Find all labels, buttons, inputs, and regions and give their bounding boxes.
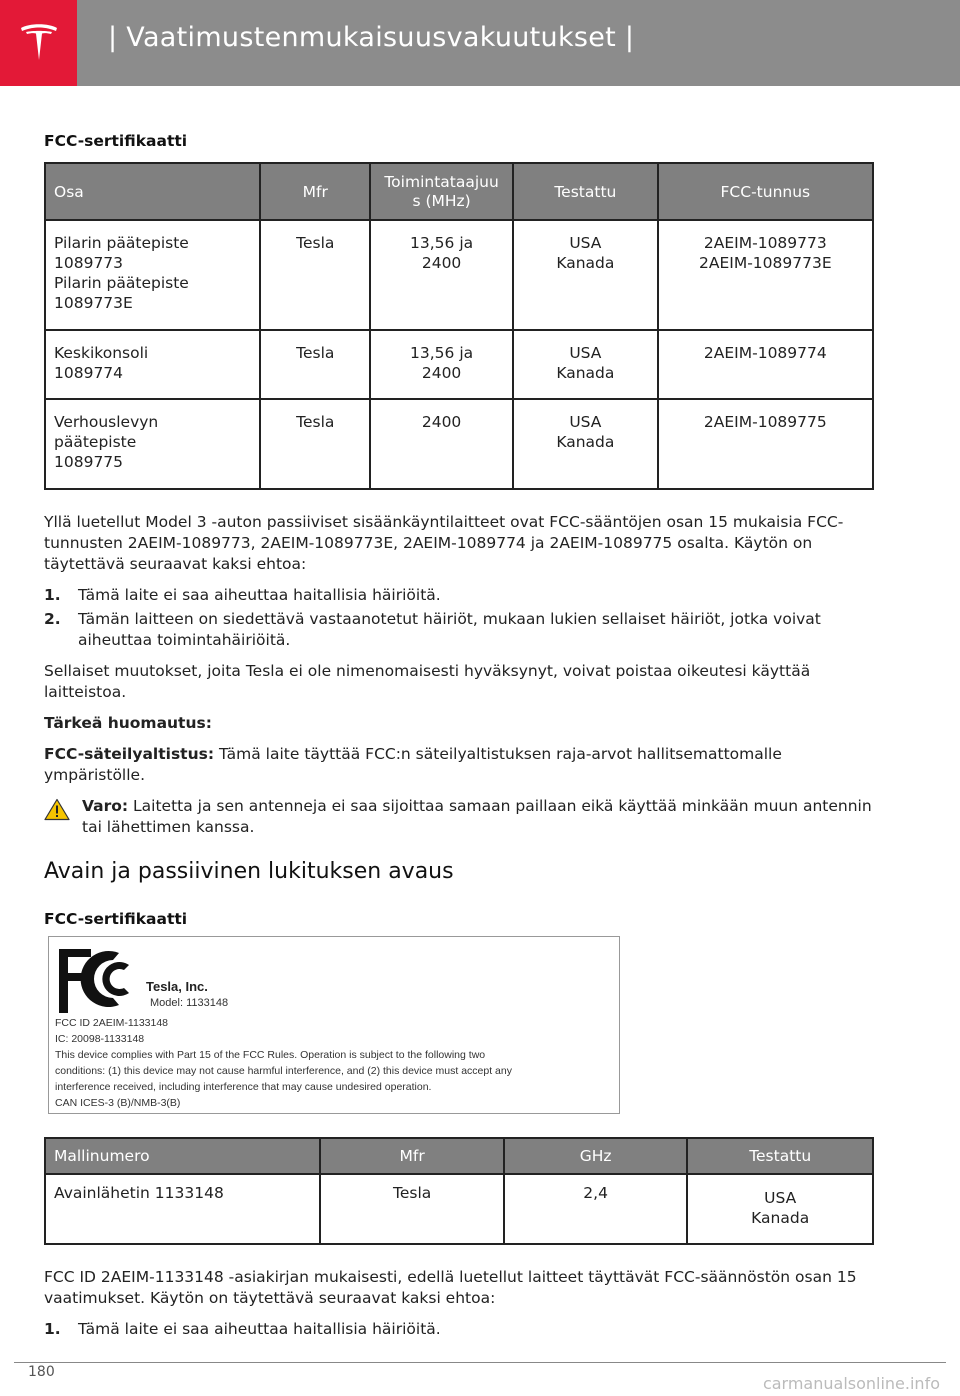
list-item xyxy=(44,609,874,651)
exposure-paragraph xyxy=(44,744,874,786)
table-cell: Tesla xyxy=(260,220,370,330)
intro-paragraph: Yllä luetellut Model 3 -auton passiiviset sisäänkäyntilaitteet ovat FCC-sääntöjen osan 15 mukaisia FCC-tunnusten 2AEIM-1089773, 2AEIM-1089773E, 2AEIM-1089774 ja 2AEIM-1089775 osalta. Käytön on täytettävä seuraavat kaksi ehtoa: xyxy=(44,513,844,573)
table-cell: 2AEIM-1089775 xyxy=(658,399,873,489)
table-header-cell: Testattu xyxy=(687,1138,873,1174)
compliance-text-block xyxy=(44,512,874,838)
watermark: carmanualsonline.info xyxy=(762,1374,940,1393)
table-row xyxy=(45,330,873,399)
table-cell: Avainlähetin 1133148 xyxy=(45,1174,320,1244)
footer-divider xyxy=(14,1362,946,1363)
compliance-paragraph: FCC ID 2AEIM-1133148 -asiakirjan mukaisesti, edellä luetellut laitteet täyttävät FCC-säännöstön osan 15 vaatimukset. Käytön on täytettävä seuraavat kaksi ehtoa: xyxy=(44,1268,857,1307)
warning-triangle-icon xyxy=(44,796,82,838)
table-cell: 2,4 xyxy=(504,1174,687,1244)
table-header-cell: FCC-tunnus xyxy=(658,163,873,220)
section-subheading: FCC-sertifikaatti xyxy=(44,910,188,928)
label-line: This device complies with Part 15 of the FCC Rules. Operation is subject to the following two xyxy=(55,1049,486,1061)
fcc-table-key-fob xyxy=(44,1137,874,1245)
list-item xyxy=(44,1319,874,1340)
list-number: 2. xyxy=(44,610,61,628)
list-number: 1. xyxy=(44,1320,61,1338)
fcc-table-passive-entry xyxy=(44,162,874,490)
table-cell: 13,56 ja 2400 xyxy=(370,330,513,399)
table-cell: 2400 xyxy=(370,399,513,489)
table-row xyxy=(45,220,873,330)
page-header xyxy=(0,0,960,86)
table-header-cell: Osa xyxy=(45,163,260,220)
table-cell: USA Kanada xyxy=(513,399,658,489)
list-item xyxy=(44,585,874,606)
tesla-logo-icon xyxy=(0,0,77,86)
label-model: Model: 1133148 xyxy=(150,997,229,1009)
fcc-logo-icon xyxy=(57,943,143,1015)
table-row xyxy=(45,1174,873,1244)
table-cell: Tesla xyxy=(260,330,370,399)
table-cell: 2AEIM-1089774 xyxy=(658,330,873,399)
table-header-cell: Mallinumero xyxy=(45,1138,320,1174)
label-line: IC: 20098-1133148 xyxy=(55,1033,145,1045)
label-line: interference received, including interference that may cause undesired operation. xyxy=(55,1081,432,1093)
list-text: Tämä laite ei saa aiheuttaa haitallisia häiriöitä. xyxy=(78,1320,441,1338)
warning-note xyxy=(44,796,874,838)
warning-label: Varo: xyxy=(82,797,129,815)
table-row xyxy=(45,399,873,489)
table-cell: Pilarin päätepiste 1089773 Pilarin päätepiste 1089773E xyxy=(45,220,260,330)
list-number: 1. xyxy=(44,586,61,604)
warning-text-block xyxy=(82,796,874,838)
page-title: | Vaatimustenmukaisuusvakuutukset | xyxy=(108,22,635,53)
table-cell: USA Kanada xyxy=(513,330,658,399)
table-header-cell: Testattu xyxy=(513,163,658,220)
label-text-lines xyxy=(55,1015,512,1111)
table-cell: 2AEIM-1089773 2AEIM-1089773E xyxy=(658,220,873,330)
exposure-text: Tämä laite täyttää FCC:n säteilyaltistuksen raja-arvot hallitsemattomalle ympäristölle. xyxy=(44,745,782,784)
table-cell: USA Kanada xyxy=(687,1174,873,1244)
exposure-label: FCC-säteilyaltistus: xyxy=(44,745,215,763)
section-heading: Avain ja passiivinen lukituksen avaus xyxy=(44,859,454,884)
table-cell: USA Kanada xyxy=(513,220,658,330)
important-label: Tärkeä huomautus: xyxy=(44,714,212,732)
page-number: 180 xyxy=(28,1364,55,1380)
list-text: Tämä laite ei saa aiheuttaa haitallisia häiriöitä. xyxy=(78,586,441,604)
table-cell: Keskikonsoli 1089774 xyxy=(45,330,260,399)
list-text: Tämän laitteen on siedettävä vastaanotetut häiriöt, mukaan lukien sellaiset häiriöt, jotka voivat aiheuttaa toimintahäiriöitä. xyxy=(78,610,821,649)
table-cell: 13,56 ja 2400 xyxy=(370,220,513,330)
section-subheading: FCC-sertifikaatti xyxy=(44,132,188,150)
compliance-text-block-2 xyxy=(44,1267,874,1340)
table-cell: Tesla xyxy=(260,399,370,489)
label-manufacturer: Tesla, Inc. xyxy=(146,979,208,994)
label-line: FCC ID 2AEIM-1133148 xyxy=(55,1017,169,1029)
label-line: CAN ICES-3 (B)/NMB-3(B) xyxy=(55,1097,181,1109)
table-header-cell: Toimintataajuu s (MHz) xyxy=(370,163,513,220)
table-cell: Tesla xyxy=(320,1174,504,1244)
fcc-label-image xyxy=(48,936,620,1114)
table-header-cell: GHz xyxy=(504,1138,687,1174)
label-line: conditions: (1) this device may not cause harmful interference, and (2) this device must accept any xyxy=(55,1065,512,1077)
changes-note: Sellaiset muutokset, joita Tesla ei ole nimenomaisesti hyväksynyt, voivat poistaa oikeutesi käyttää laitteistoa. xyxy=(44,662,811,701)
table-header-cell: Mfr xyxy=(320,1138,504,1174)
table-header-cell: Mfr xyxy=(260,163,370,220)
table-cell: Verhouslevyn päätepiste 1089775 xyxy=(45,399,260,489)
warning-text: Laitetta ja sen antenneja ei saa sijoittaa samaan paillaan eikä käyttää minkään muun antennin tai lähettimen kanssa. xyxy=(82,797,872,836)
